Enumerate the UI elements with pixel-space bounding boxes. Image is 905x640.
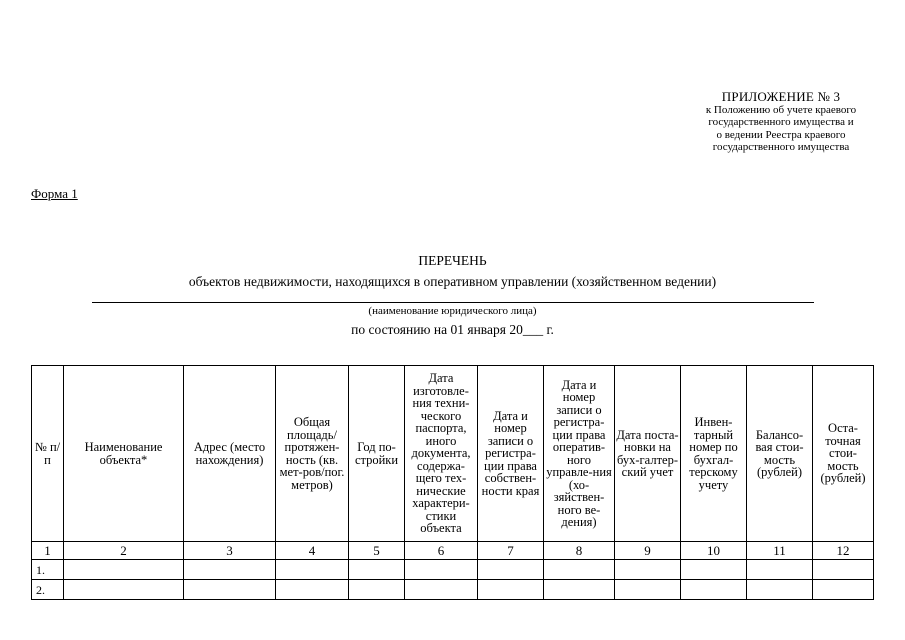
table-header-row	[32, 366, 874, 542]
header-cell: Дата и номер записи о регистра-ции права оператив-ного управле-ния (хо-зяйствен-ного ве-дения)	[544, 366, 615, 542]
organization-caption: (наименование юридического лица)	[368, 305, 537, 317]
column-number: 2	[64, 542, 184, 560]
column-number: 6	[405, 542, 478, 560]
header-cell: Дата поста-новки на бух-галтер-ский учет	[615, 366, 681, 542]
table-cell	[681, 580, 747, 600]
table-cell	[184, 560, 276, 580]
table-cell	[405, 580, 478, 600]
document-subheading: объектов недвижимости, находящихся в оперативном управлении (хозяйственном ведении)	[188, 274, 717, 289]
table-cell	[64, 560, 184, 580]
column-number: 1	[32, 542, 64, 560]
form-label: Форма 1	[31, 186, 78, 201]
column-number: 12	[813, 542, 874, 560]
header-cell: Дата изготовле-ния техни-ческого паспорта, иного документа, содержа-щего тех-нические характери-стики объекта	[405, 366, 478, 542]
table-cell	[64, 580, 184, 600]
table-cell	[349, 560, 405, 580]
column-number: 10	[681, 542, 747, 560]
header-cell: № п/п	[32, 366, 64, 542]
table-cell	[478, 580, 544, 600]
appendix-block	[690, 90, 872, 154]
table-row	[32, 560, 874, 580]
column-number: 3	[184, 542, 276, 560]
table-cell	[747, 560, 813, 580]
table-cell	[813, 580, 874, 600]
table-cell	[276, 580, 349, 600]
column-number: 7	[478, 542, 544, 560]
appendix-line: государственного имущества	[712, 141, 850, 154]
organization-name-line	[92, 302, 814, 303]
table-row	[32, 580, 874, 600]
header-cell: Наименование объекта*	[64, 366, 184, 542]
table-cell	[405, 560, 478, 580]
table-cell	[747, 580, 813, 600]
header-cell: Год по-стройки	[349, 366, 405, 542]
table-cell	[544, 560, 615, 580]
column-number: 11	[747, 542, 813, 560]
appendix-line: к Положению об учете краевого	[705, 103, 857, 116]
column-number-row	[32, 542, 874, 560]
table-cell	[615, 580, 681, 600]
table-cell	[544, 580, 615, 600]
column-number: 4	[276, 542, 349, 560]
table-cell	[478, 560, 544, 580]
row-number: 2.	[32, 580, 64, 600]
table-cell	[349, 580, 405, 600]
column-number: 5	[349, 542, 405, 560]
row-number: 1.	[32, 560, 64, 580]
column-number: 8	[544, 542, 615, 560]
appendix-line: государственного имущества и	[708, 116, 854, 129]
document-heading: ПЕРЕЧЕНЬ	[418, 253, 487, 268]
property-registry-table	[31, 365, 874, 600]
header-cell: Балансо-вая стои-мость (рублей)	[747, 366, 813, 542]
header-cell: Оста-точная стои-мость (рублей)	[813, 366, 874, 542]
table-cell	[681, 560, 747, 580]
header-cell: Адрес (место нахождения)	[184, 366, 276, 542]
appendix-line: о ведении Реестра краевого	[716, 128, 846, 141]
appendix-title: ПРИЛОЖЕНИЕ № 3	[721, 89, 841, 104]
table-cell	[615, 560, 681, 580]
header-cell: Инвен-тарный номер по бухгал-терскому учету	[681, 366, 747, 542]
as-of-date-line: по состоянию на 01 января 20___ г.	[351, 322, 554, 337]
header-cell: Дата и номер записи о регистра-ции права собствен-ности края	[478, 366, 544, 542]
column-number: 9	[615, 542, 681, 560]
table-cell	[276, 560, 349, 580]
header-cell: Общая площадь/ протяжен-ность (кв. мет-ров/пог. метров)	[276, 366, 349, 542]
table-cell	[813, 560, 874, 580]
table-cell	[184, 580, 276, 600]
